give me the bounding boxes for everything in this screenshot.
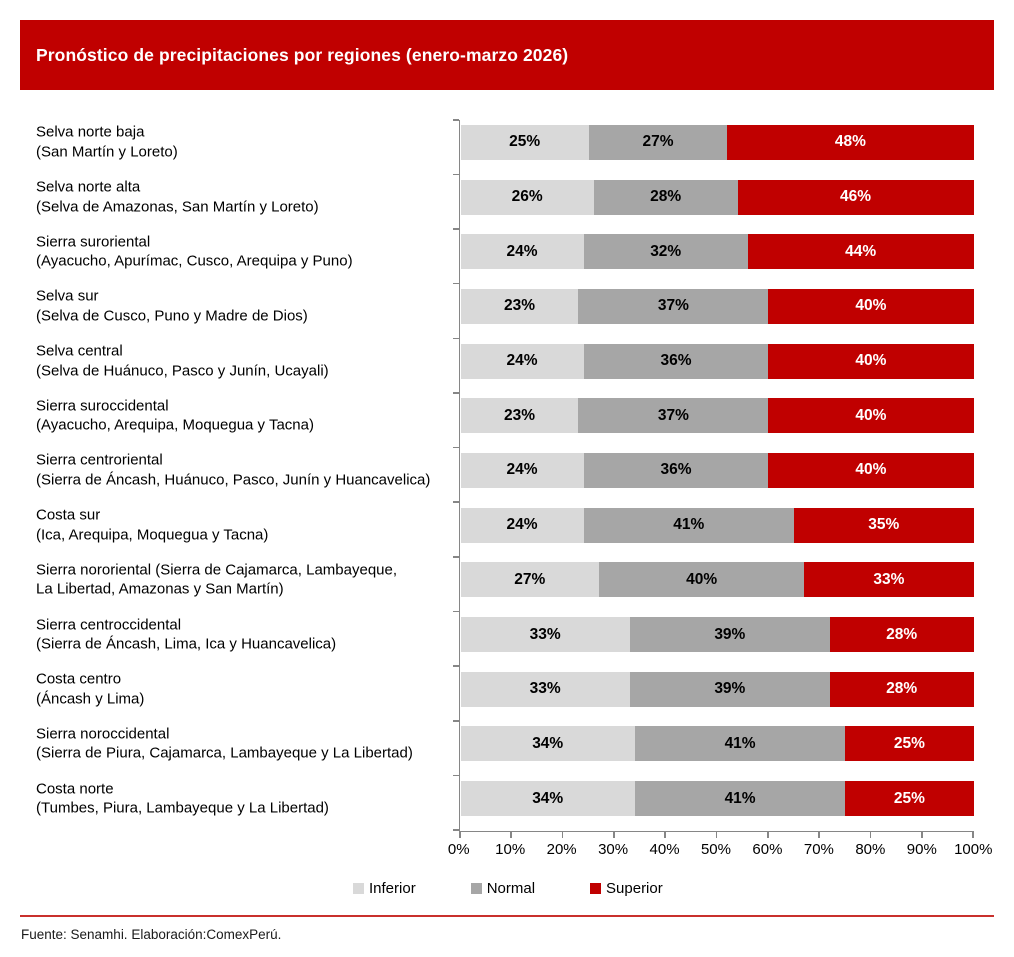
segment-value-label: 48% xyxy=(834,133,866,151)
x-tick-label: 40% xyxy=(649,841,680,858)
x-tick xyxy=(459,832,461,838)
chart-legend xyxy=(353,880,663,897)
x-tick-label: 100% xyxy=(954,841,993,858)
legend-item-normal xyxy=(471,880,535,897)
x-tick-label: 30% xyxy=(598,841,629,858)
x-tick xyxy=(972,832,974,838)
category-label-line2: (San Martín y Loreto) xyxy=(36,143,178,161)
legend-label-inferior: Inferior xyxy=(369,880,416,897)
segment-value-label: 44% xyxy=(845,242,877,260)
segment-value-label: 28% xyxy=(650,188,682,206)
x-tick-label: 60% xyxy=(752,841,783,858)
y-tick xyxy=(453,829,459,831)
y-tick xyxy=(453,228,459,230)
segment-value-label: 25% xyxy=(509,133,541,151)
segment-value-label: 24% xyxy=(506,352,538,370)
y-tick xyxy=(453,720,459,722)
category-label xyxy=(36,506,460,545)
x-axis-ticks xyxy=(459,832,974,838)
category-label xyxy=(36,178,460,217)
category-label-line1: Selva norte alta xyxy=(36,178,141,196)
y-tick xyxy=(453,119,459,121)
x-tick xyxy=(767,832,769,838)
y-tick xyxy=(453,556,459,558)
y-tick xyxy=(453,501,459,503)
legend-swatch-normal-icon xyxy=(471,883,482,894)
x-tick-label: 10% xyxy=(495,841,526,858)
category-label xyxy=(36,123,460,162)
x-tick-label: 50% xyxy=(700,841,731,858)
x-tick xyxy=(870,832,872,838)
segment-value-label: 28% xyxy=(886,680,918,698)
category-label-line2: (Ica, Arequipa, Moquegua y Tacna) xyxy=(36,526,269,544)
x-tick-label: 70% xyxy=(803,841,834,858)
segment-value-label: 40% xyxy=(855,352,887,370)
segment-value-label: 40% xyxy=(855,297,887,315)
x-tick xyxy=(921,832,923,838)
segment-value-label: 27% xyxy=(642,133,674,151)
category-label xyxy=(36,451,460,490)
segment-value-label: 39% xyxy=(714,680,746,698)
category-label xyxy=(36,232,460,271)
segment-value-label: 27% xyxy=(514,570,546,588)
segment-value-label: 33% xyxy=(873,570,905,588)
segment-value-label: 41% xyxy=(724,734,756,752)
category-label xyxy=(36,287,460,326)
plot-axes xyxy=(459,120,974,832)
category-label-line2: (Sierra de Áncash, Lima, Ica y Huancavelica) xyxy=(36,635,337,653)
category-label-line1: Selva norte baja xyxy=(36,123,145,141)
segment-value-label: 36% xyxy=(660,461,692,479)
segment-value-label: 34% xyxy=(532,789,564,807)
category-label-line1: Sierra noroccidental xyxy=(36,725,170,743)
segment-value-label: 39% xyxy=(714,625,746,643)
category-label-line2: (Ayacucho, Apurímac, Cusco, Arequipa y Puno) xyxy=(36,252,353,270)
category-label-line2: (Selva de Huánuco, Pasco y Junín, Ucayali) xyxy=(36,362,329,380)
segment-value-label: 40% xyxy=(686,570,718,588)
category-label-line2: (Selva de Amazonas, San Martín y Loreto) xyxy=(36,198,319,216)
category-label-line1: Costa norte xyxy=(36,780,114,798)
segment-value-label: 37% xyxy=(657,297,689,315)
category-label-line2: (Tumbes, Piura, Lambayeque y La Libertad) xyxy=(36,799,329,817)
segment-value-label: 46% xyxy=(839,188,872,206)
category-label xyxy=(36,779,460,818)
x-tick-label: 90% xyxy=(906,841,937,858)
y-tick xyxy=(453,447,459,449)
legend-label-superior: Superior xyxy=(606,880,663,897)
chart-title: Pronóstico de precipitaciones por regiones (enero-marzo 2026) xyxy=(36,44,569,65)
category-label-line1: Sierra suroriental xyxy=(36,233,151,251)
segment-value-label: 32% xyxy=(650,242,682,260)
category-label-line1: Sierra nororiental (Sierra de Cajamarca, Lambayeque, xyxy=(36,561,398,579)
footer-separator-line xyxy=(20,915,994,917)
category-label-line2: (Sierra de Piura, Cajamarca, Lambayeque y La Libertad) xyxy=(36,744,413,762)
title-banner xyxy=(20,20,994,90)
segment-value-label: 37% xyxy=(657,406,689,424)
source-note: Fuente: Senamhi. Elaboración:ComexPerú. xyxy=(21,927,282,942)
x-tick xyxy=(613,832,615,838)
category-label-line2: (Áncash y Lima) xyxy=(36,690,145,708)
segment-value-label: 41% xyxy=(673,516,705,534)
segment-value-label: 23% xyxy=(503,406,535,424)
segment-value-label: 33% xyxy=(529,625,561,643)
category-label xyxy=(36,724,460,763)
x-tick-label: 0% xyxy=(447,841,470,858)
segment-value-label: 33% xyxy=(529,680,561,698)
x-tick xyxy=(510,832,512,838)
y-tick xyxy=(453,665,459,667)
x-tick-label: 20% xyxy=(546,841,577,858)
category-label xyxy=(36,396,460,435)
category-label-line2: La Libertad, Amazonas y San Martín) xyxy=(36,580,284,598)
segment-value-label: 23% xyxy=(503,297,535,315)
segment-value-label: 26% xyxy=(511,188,543,206)
segment-value-label: 24% xyxy=(506,461,538,479)
category-label-line1: Costa centro xyxy=(36,670,122,688)
segment-value-label: 35% xyxy=(868,516,900,534)
x-axis-labels xyxy=(433,841,999,858)
category-label-line1: Sierra suroccidental xyxy=(36,397,169,415)
category-label xyxy=(36,615,460,654)
legend-item-superior xyxy=(590,880,663,897)
segment-value-label: 28% xyxy=(886,625,918,643)
category-label-line1: Sierra centroriental xyxy=(36,451,163,469)
legend-swatch-inferior-icon xyxy=(353,883,364,894)
y-tick xyxy=(453,775,459,777)
segment-value-label: 34% xyxy=(532,734,564,752)
category-label-line1: Sierra centroccidental xyxy=(36,616,182,634)
category-label xyxy=(36,342,460,381)
category-label-line1: Costa sur xyxy=(36,506,101,524)
category-label-line2: (Sierra de Áncash, Huánuco, Pasco, Junín y Huancavelica) xyxy=(36,471,431,489)
legend-swatch-superior-icon xyxy=(590,883,601,894)
segment-value-label: 40% xyxy=(855,461,887,479)
category-label-line2: (Ayacucho, Arequipa, Moquegua y Tacna) xyxy=(36,416,314,434)
y-tick xyxy=(453,392,459,394)
y-axis-ticks xyxy=(453,119,459,831)
legend-item-inferior xyxy=(353,880,416,897)
x-tick xyxy=(716,832,718,838)
segment-value-label: 25% xyxy=(893,734,925,752)
x-tick-label: 80% xyxy=(855,841,886,858)
segment-value-label: 24% xyxy=(506,242,538,260)
y-tick xyxy=(453,174,459,176)
segment-value-label: 24% xyxy=(506,516,538,534)
y-tick xyxy=(453,338,459,340)
segment-value-label: 41% xyxy=(724,789,756,807)
category-label xyxy=(36,670,460,709)
x-tick xyxy=(562,832,564,838)
segment-value-label: 36% xyxy=(660,352,692,370)
segment-value-label: 40% xyxy=(855,406,887,424)
category-label-line1: Selva sur xyxy=(36,287,99,305)
x-tick xyxy=(818,832,820,838)
legend-label-normal: Normal xyxy=(486,880,536,897)
x-tick xyxy=(664,832,666,838)
category-label-line2: (Selva de Cusco, Puno y Madre de Dios) xyxy=(36,307,308,325)
y-tick xyxy=(453,283,459,285)
y-tick xyxy=(453,611,459,613)
category-label xyxy=(36,560,460,599)
segment-value-label: 25% xyxy=(893,789,925,807)
category-label-line1: Selva central xyxy=(36,342,123,360)
